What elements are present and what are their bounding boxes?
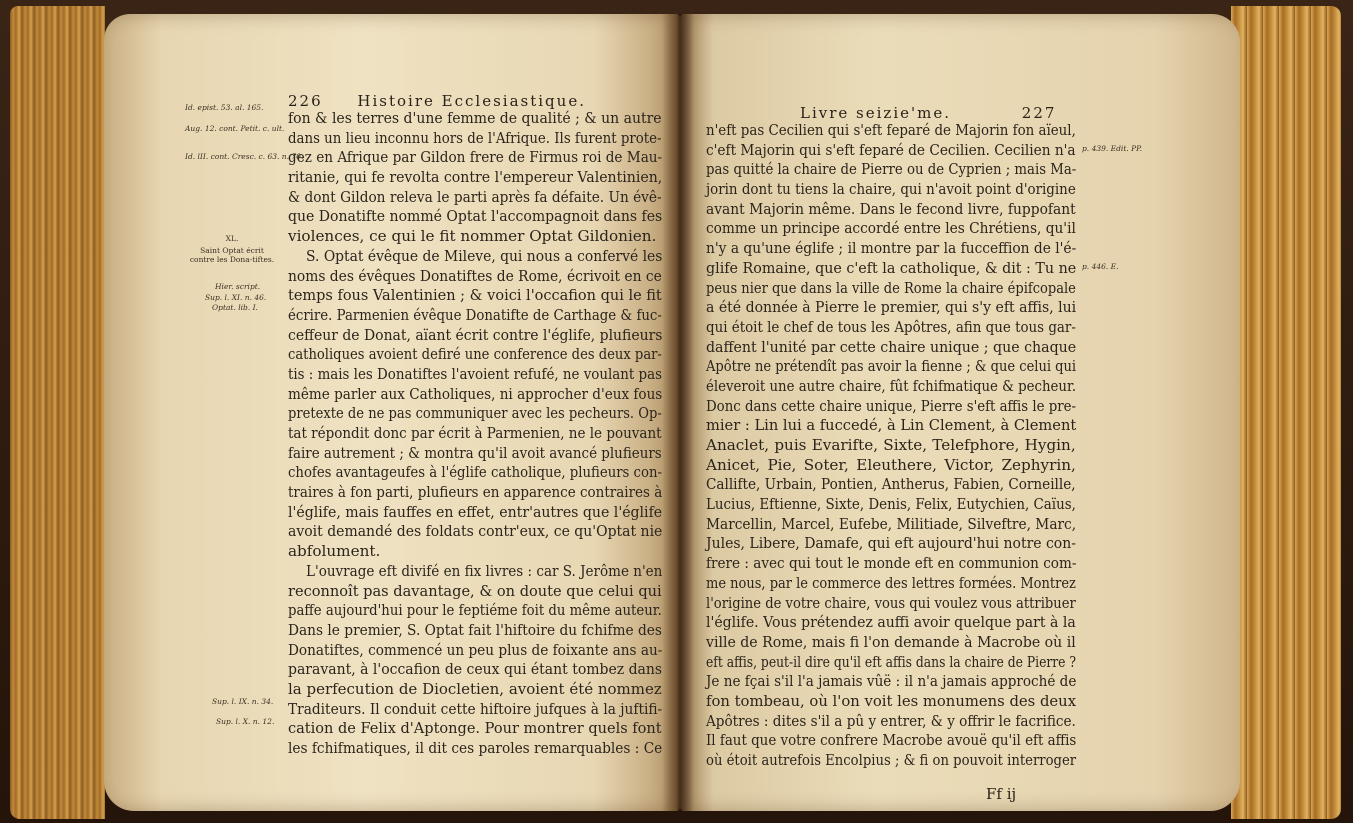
text-line: catholiques avoient defiré une conference des deux par- [288,345,662,364]
side-note: Sup. l. X. n. 12. [216,717,275,726]
text-line: éleveroit une autre chaire, fût fchifmatique & pecheur. [706,376,1077,395]
right-running-title: Livre seizie'me. [800,104,951,122]
text-line: l'églife, mais fauffes en effet, entr'autres que l'églife [288,502,663,521]
text-line: écrire. Parmenien évêque Donatifte de Carthage & fuc- [288,305,662,324]
book-cover-left-edge [10,6,105,819]
right-body-text [706,121,1076,771]
text-line: gez en Afrique par Gildon frere de Firmus roi de Mau- [288,148,663,167]
text-line: eft affis, peut-il dire qu'il eft affis dans la chaire de Pierre ? [706,652,1076,671]
text-line: traires à fon parti, plufieurs en apparence contraires à [288,483,663,502]
text-line: chofes avantageufes à l'églife catholique, plufieurs con- [288,463,662,482]
text-line: paravant, à l'occafion de ceux qui étant tombez dans [288,660,663,679]
text-line: n'eft pas Cecilien qui s'eft feparé de Majorin fon aïeul, [706,121,1076,139]
book-cover-right-edge [1231,6,1341,819]
text-line: S. Optat évêque de Mileve, qui nous a confervé les [306,246,663,265]
text-line: paffe aujourd'hui pour le feptiéme foit du même auteur. [288,601,662,620]
text-line: les fchifmatiques, il dit ces paroles remarquables : Ce [288,739,663,757]
signature-mark: Ff ij [986,785,1017,803]
text-line: Donc dans cette chaire unique, Pierre s'eft affis le pre- [706,396,1076,415]
text-line: tis : mais les Donatiftes l'avoient refufé, ne voulant pas [288,364,662,383]
text-line: Apôtre ne prétendît pas avoir la fienne ; & que celui qui [706,357,1077,376]
text-line: noms des évêques Donatiftes de Rome, écrivoit en ce [288,266,662,285]
text-line: fon tombeau, où l'on voit les monumens des deux [706,691,1077,710]
text-line: ville de Rome, mais fi l'on demande à Macrobe où il [706,632,1076,651]
text-line: reconnoît pas davantage, & on doute que celui qui [288,581,662,600]
right-page-number: 227 [1021,104,1057,122]
side-note: Id. lII. cont. Cresc. c. 63. n. 70. [185,152,304,161]
left-body-text [288,109,662,759]
left-page-number: 226 [288,92,323,110]
text-line: a été donnée à Pierre le premier, qui s'y eft affis, lui [706,298,1077,317]
text-line: c'eft Majorin qui s'eft feparé de Cecilien. Cecilien n'a [706,140,1076,159]
right-running-head [800,104,1056,122]
text-line: fon & les terres d'une femme de qualité ; & un autre [288,109,662,127]
text-line: abfolument. [288,542,381,561]
text-line: comme un principe accordé entre les Chrétiens, qu'il [706,219,1076,238]
text-line: me nous, par le commerce des lettres formées. Montrez [706,573,1076,592]
text-line: ceffeur de Donat, aïant écrit contre l'églife, plufieurs [288,325,663,344]
text-line: Marcellin, Marcel, Eufebe, Militiade, Silveftre, Marc, [706,514,1077,533]
text-line: Anaclet, puis Evarifte, Sixte, Telefphore, Hygin, [706,436,1076,454]
side-note: Id. epist. 53. al. 165. [185,103,264,112]
text-line: mier : Lin lui a fuccedé, à Lin Clement, à Clement [706,416,1077,435]
text-line: l'origine de votre chaire, vous qui voulez vous attribuer [706,593,1076,612]
text-line: même parler aux Catholiques, ni approcher d'eux fous [288,384,663,403]
text-line: Anicet, Pie, Soter, Eleuthere, Victor, Zephyrin, [706,455,1076,474]
text-line: L'ouvrage eft divifé en fix livres : car S. Jerôme n'en [306,561,663,580]
text-line: dans un lieu inconnu hors de l'Afrique. Ils furent prote- [288,128,662,147]
text-line: avant Majorin même. Dans le fecond livre, fuppofant [706,199,1076,218]
text-line: tat répondit donc par écrit à Parmenien, ne le pouvant [288,424,662,442]
book-gutter [662,14,694,811]
text-line: peus nier que dans la ville de Rome la chaire épifcopale [706,278,1076,297]
text-line: ritanie, qui fe revolta contre l'empereur Valentinien, [288,168,663,187]
text-line: violences, ce qui le fit nommer Optat Gildonien. [288,227,657,246]
text-line: qui étoit le chef de tous les Apôtres, afin que tous gar- [706,317,1076,336]
text-line: daffent l'unité par cette chaire unique ; que chaque [706,337,1077,356]
text-line: Jules, Libere, Damafe, qui eft aujourd'hui notre con- [706,534,1076,553]
text-line: faire autrement ; & montra qu'il avoit avancé plufieurs [288,443,662,462]
text-line: & dont Gildon releva le parti après fa défaite. Un évê- [288,187,662,206]
text-line: pas quitté la chaire de Pierre ou de Cyprien ; mais Ma- [706,160,1077,179]
text-line: Traditeurs. Il conduit cette hiftoire jufques à la juftifi- [288,699,663,718]
text-line: cation de Felix d'Aptonge. Pour montrer quels font [288,719,662,738]
text-line: n'y a qu'une églife ; il montre par la fucceffion de l'é- [706,239,1077,258]
text-line: avoit demandé des foldats contr'eux, ce qu'Optat nie [288,522,663,541]
text-line: jorin dont tu tiens la chaire, qui n'avoit point d'origine [706,180,1076,199]
text-line: où étoit autrefois Encolpius ; & fi on pouvoit interroger [706,751,1077,769]
side-note: Sup. l. XI. n. 46. [205,293,267,302]
side-note: Optat. lib. I. [212,303,258,312]
text-line: temps fous Valentinien ; & voici l'occafion qui le fit [288,286,662,305]
text-line: Callifte, Urbain, Pontien, Antherus, Fabien, Corneille, [706,475,1076,494]
left-running-title: Histoire Ecclesiastique. [357,92,586,110]
text-line: Apôtres : dites s'il a pû y entrer, & y offrir le facrifice. [706,711,1076,730]
text-line: la perfecution de Diocletien, avoient été nommez [288,679,662,698]
text-line: Donatiftes, commencé un peu plus de foixante ans au- [288,640,663,659]
text-line: que Donatifte nommé Optat l'accompagnoit dans fes [288,207,663,226]
section-number: XL. [225,234,239,243]
text-line: l'églife. Vous prétendez auffi avoir quelque part à la [706,613,1076,632]
side-note: Hier. script. [215,282,261,291]
left-running-head [288,92,586,110]
side-note: p. 439. Edit. PP. [1082,144,1143,153]
section-summary: Saint Optat écrit contre les Dona-tiftes. [189,246,275,265]
text-line: Je ne fçai s'il l'a jamais vûë : il n'a jamais approché de [706,672,1077,691]
text-line: Dans le premier, S. Optat fait l'hiftoire du fchifme des [288,620,662,639]
side-note: Sup. l. IX. n. 34. [212,697,274,706]
text-line: frere : avec qui tout le monde eft en communion com- [706,554,1077,573]
side-note: Aug. 12. cont. Petit. c. ult. [185,124,285,133]
text-line: glife Romaine, que c'eft la catholique, & dit : Tu ne [706,258,1077,277]
text-line: Lucius, Eftienne, Sixte, Denis, Felix, Eutychien, Caïus, [706,495,1076,514]
text-line: Il faut que votre confrere Macrobe avouë qu'il eft affis [706,731,1077,750]
text-line: pretexte de ne pas communiquer avec les pecheurs. Op- [288,404,662,423]
side-note: p. 446. E. [1082,262,1119,271]
